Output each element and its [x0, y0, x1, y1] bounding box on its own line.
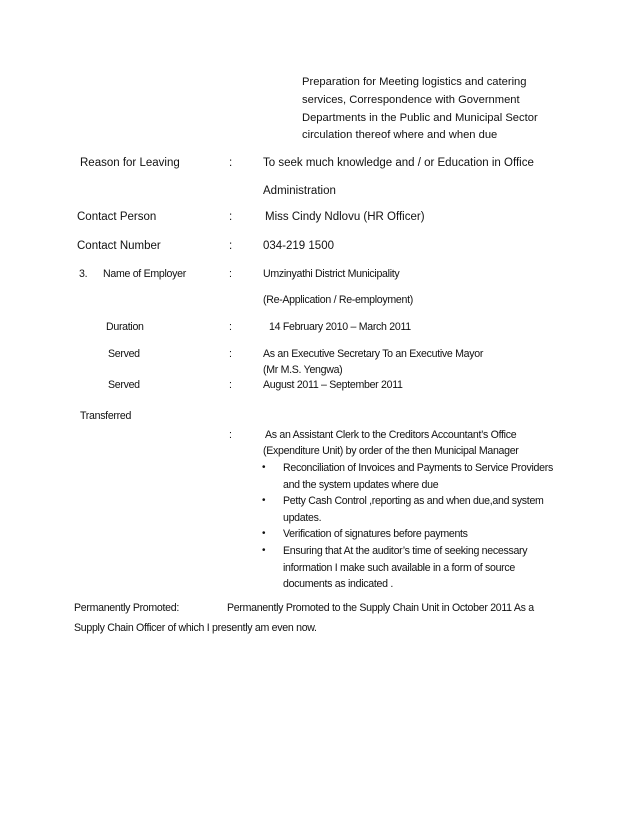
transferred-value: As an Assistant Clerk to the Creditors Accountant’s Office [265, 429, 517, 441]
bullet-text: updates. [283, 511, 322, 524]
contact-number-value: 034-219 1500 [263, 240, 334, 252]
transferred-value-cont: (Expenditure Unit) by order of the then Municipal Manager [263, 445, 519, 457]
reason-for-leaving-label: Reason for Leaving [80, 157, 180, 169]
bullet-item [262, 493, 553, 526]
colon: : [229, 240, 233, 252]
served-value: August 2011 – September 2011 [263, 379, 403, 391]
bullet-text: Reconciliation of Invoices and Payments to Service Providers [283, 462, 553, 474]
reason-for-leaving-value-cont: Administration [263, 185, 336, 197]
contact-person-value: Miss Cindy Ndlovu (HR Officer) [265, 211, 425, 223]
employer-name: Umzinyathi District Municipality [263, 268, 400, 280]
bullet-icon: • [262, 462, 266, 473]
bullet-text: information I make such available in a form of source [283, 561, 515, 574]
colon: : [229, 348, 232, 360]
bullet-text: Verification of signatures before payments [283, 528, 468, 541]
duty-line: Departments in the Public and Municipal Sector [302, 111, 538, 124]
bullet-icon: • [262, 528, 266, 540]
duration-value: 14 February 2010 – March 2011 [269, 321, 411, 333]
bullet-text: Petty Cash Control ,reporting as and when due,and system [283, 495, 544, 508]
served-value-cont: (Mr M.S. Yengwa) [263, 364, 343, 376]
name-of-employer-label: Name of Employer [103, 268, 186, 280]
bullet-item [262, 460, 553, 493]
previous-duties-block [302, 74, 538, 145]
permanently-promoted-value: Permanently Promoted to the Supply Chain Unit in October 2011 As a [227, 602, 534, 614]
colon: : [229, 157, 233, 169]
bullet-text: Ensuring that At the auditor’s time of seeking necessary [283, 544, 528, 557]
employer-number: 3. [79, 268, 88, 280]
contact-person-label: Contact Person [77, 211, 157, 223]
colon: : [229, 429, 232, 441]
colon: : [229, 268, 232, 280]
duty-line: circulation thereof where and when due [302, 129, 498, 142]
served-value: As an Executive Secretary To an Executive Mayor [263, 348, 484, 360]
employment-note: (Re-Application / Re-employment) [263, 294, 413, 306]
bullet-item [262, 526, 553, 543]
bullet-text: documents as indicated . [283, 578, 393, 591]
colon: : [229, 379, 232, 391]
contact-number-label: Contact Number [77, 240, 161, 252]
permanently-promoted-value-cont: Supply Chain Officer of which I presently am even now. [74, 622, 317, 634]
served-label: Served [108, 348, 140, 360]
bullet-text: and the system updates where due [283, 478, 439, 491]
duties-bullet-list [262, 460, 553, 593]
reason-for-leaving-value: To seek much knowledge and / or Education in Office [263, 157, 534, 169]
bullet-icon: • [262, 544, 266, 556]
duty-line: Preparation for Meeting logistics and catering [302, 76, 527, 88]
duty-line: services, Correspondence with Government [302, 93, 520, 106]
permanently-promoted-label: Permanently Promoted: [74, 602, 179, 614]
colon: : [229, 211, 233, 223]
duration-label: Duration [106, 321, 144, 333]
served-label: Served [108, 379, 140, 391]
bullet-item [262, 543, 553, 593]
colon: : [229, 321, 232, 333]
transferred-label: Transferred [80, 410, 132, 422]
bullet-icon: • [262, 495, 266, 507]
